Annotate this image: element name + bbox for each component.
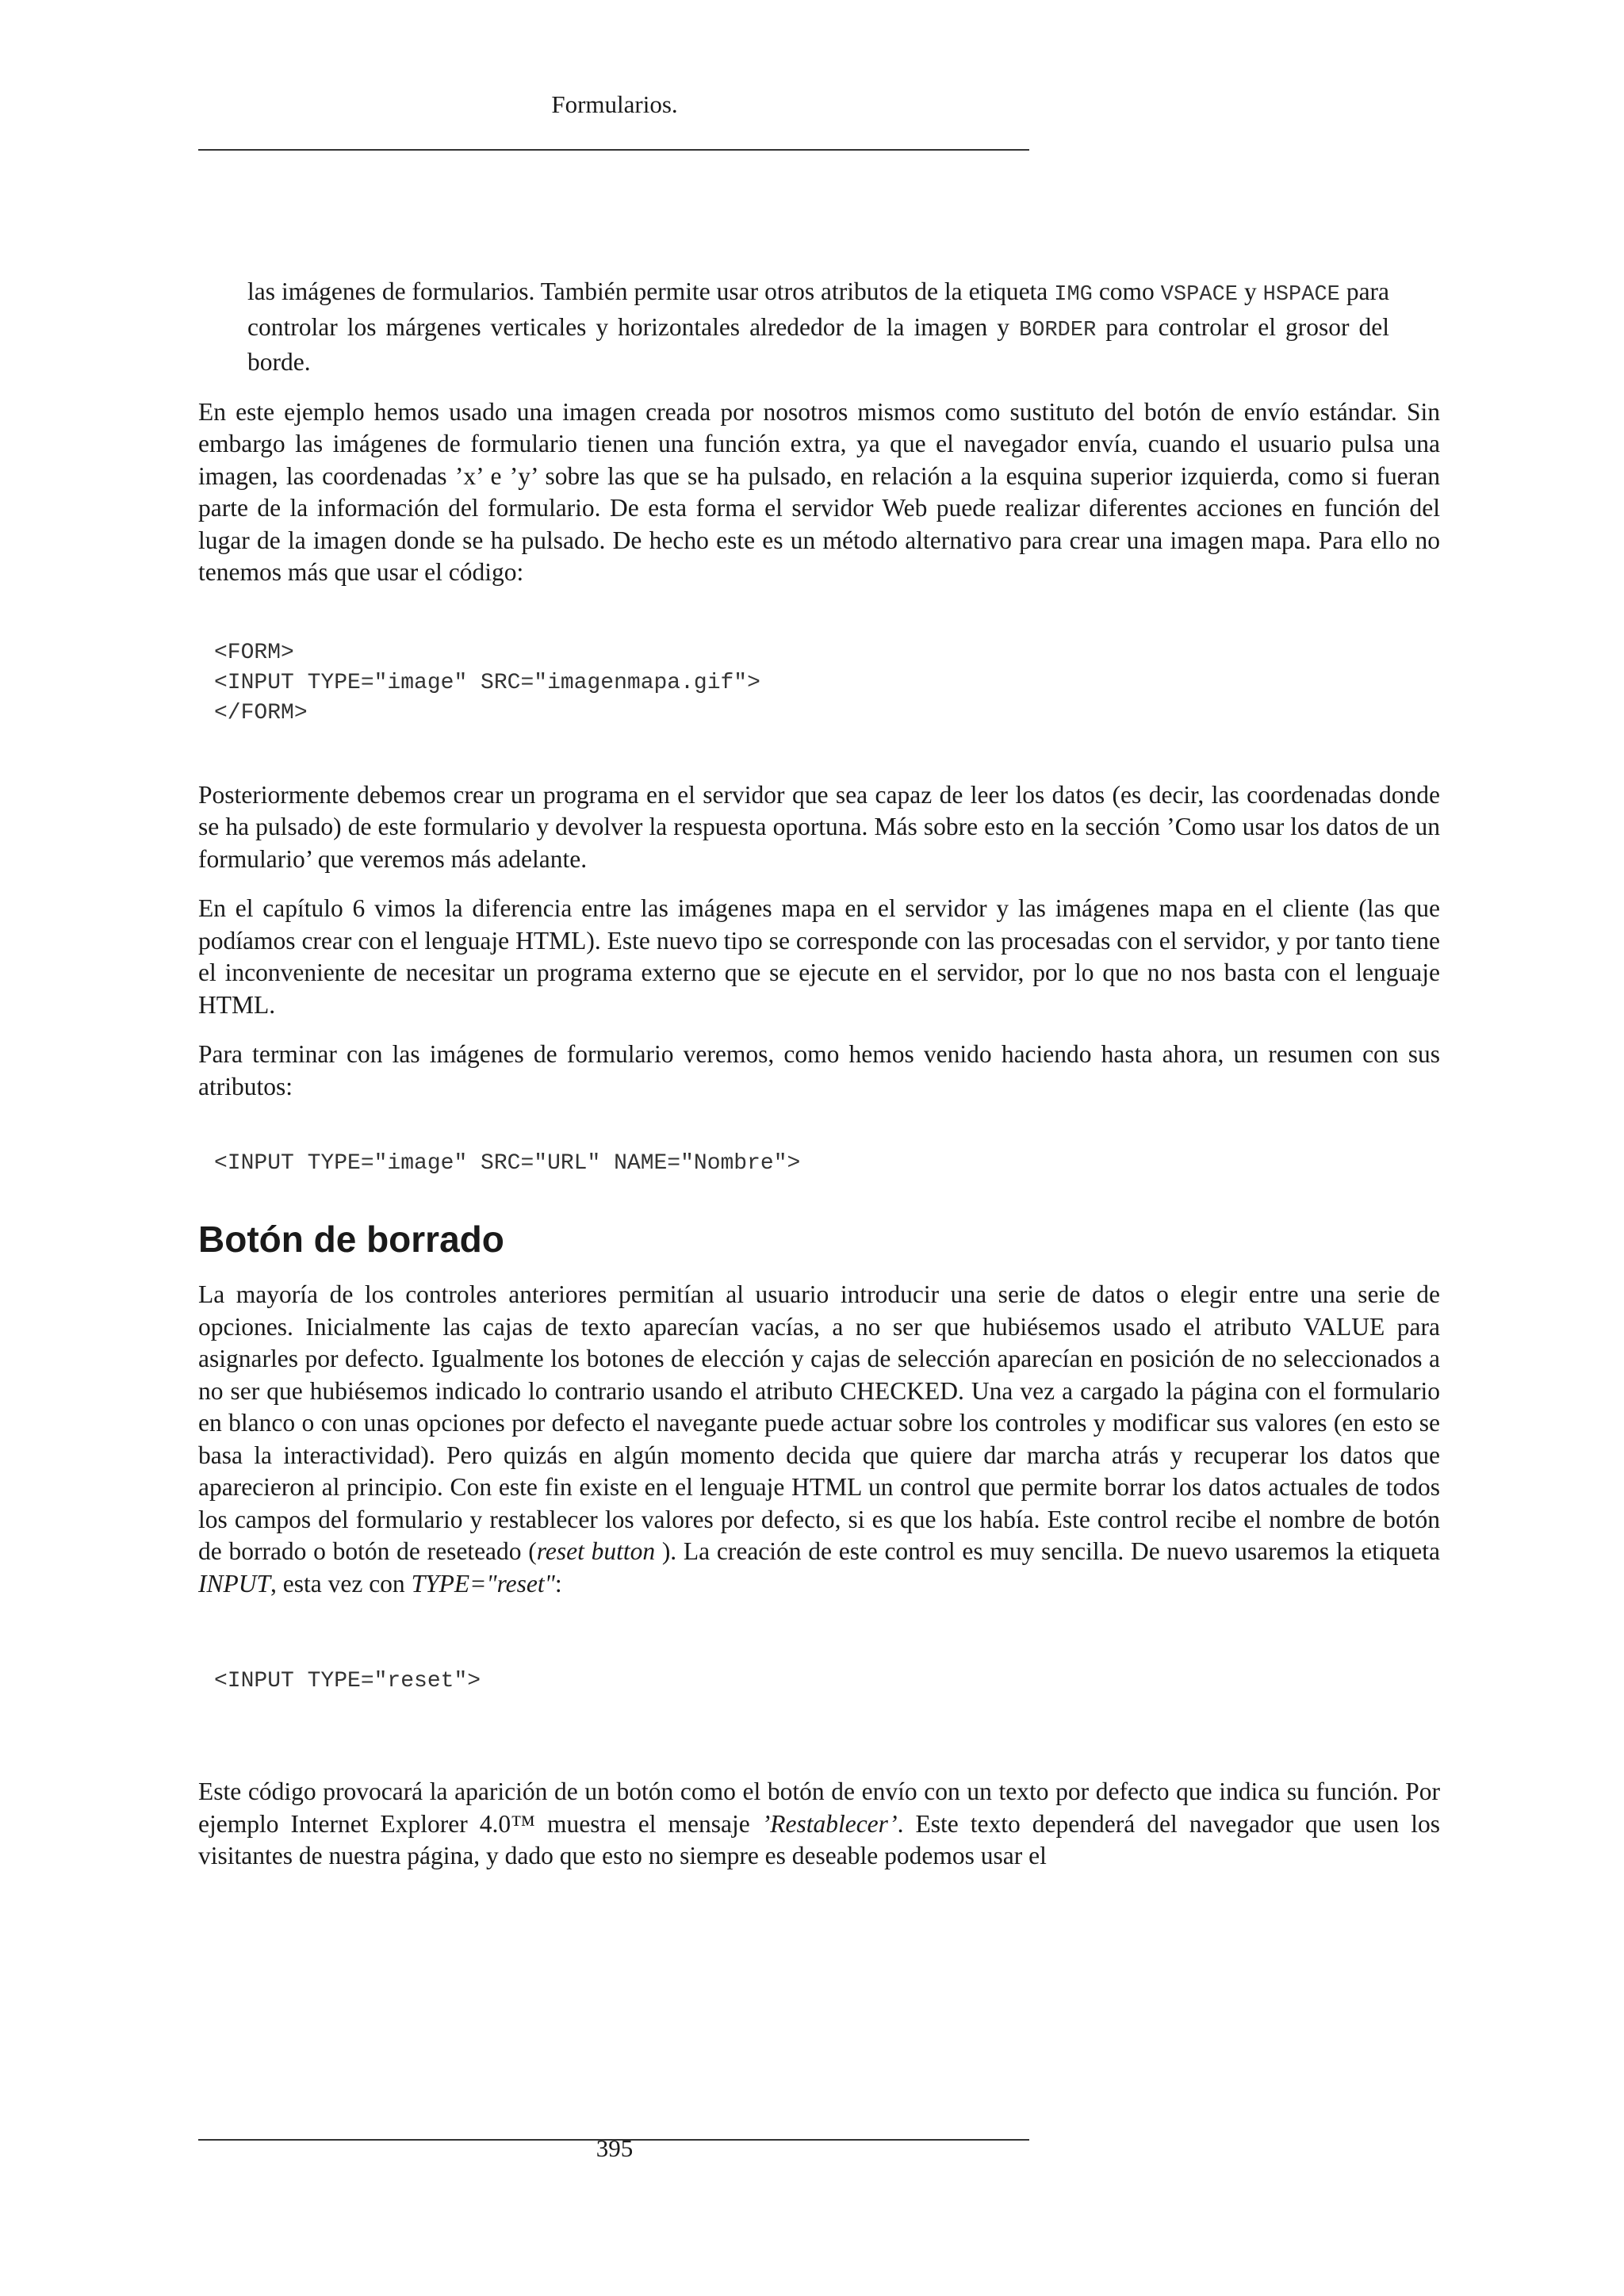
inline-code-vspace: VSPACE [1160,283,1238,307]
text-run: : [554,1569,562,1598]
text-run: y [1237,277,1263,305]
text-run: como [1092,277,1161,305]
text-run: las imágenes de formularios. También permite usar otros atributos de la etiqueta [247,277,1055,305]
page-number: 395 [596,2134,634,2162]
posterior-paragraph: Posteriormente debemos crear un programa en el servidor que sea capaz de leer los datos (es decir, las coordenadas donde se ha pulsado) de este formulario y devolver la respuesta oportuna. Más sobre esto en la sección ’Como usar los datos de un formulario’ que veremos más adelante. [198,780,1440,873]
text-run: , esta vez con [270,1569,412,1598]
section-title: Botón de borrado [198,1219,504,1260]
emphasis-type-reset: TYPE="reset" [411,1569,555,1598]
emphasis-input: INPUT [198,1569,271,1598]
emphasis-restablecer: ’Restablecer’ [761,1809,898,1838]
text-run: Este código provocará la aparición de un botón como el botón de envío con un texto por defecto que indica su función. Por ejemplo Internet Explorer 4.0™ muestra el mensaje [198,1777,1440,1838]
text-run: La mayoría de los controles anteriores permitían al usuario introducir una serie de datos o elegir entre una serie de opciones. Inicialmente las cajas de texto aparecían vacías, a no ser que hubiésemos usado el atributo VALUE para asignarles por defecto. Igualmente los botones de elección y cajas de selección aparecían en posición de no seleccionados a no ser que hubiésemos indicado lo contrario usando el atributo CHECKED. Una vez a cargado la página con el formulario en blanco o con unas opciones por defecto el navegante puede actuar sobre los controles y modificar sus valores (en esto se basa la interactividad). Pero quizás en algún momento decida que quiere dar marcha atrás y recuperar los datos que aparecieron al principio. Con este fin existe en el lenguaje HTML un control que permite borrar los datos actuales de todos los campos del formulario y restablecer los valores por defecto, si es que los había. Este control recibe el nombre de botón de borrado o botón de reseteado ( [198,1280,1440,1565]
summary-paragraph: Para terminar con las imágenes de formulario veremos, como hemos venido haciendo hasta ahora, un resumen con sus atributos: [198,1040,1440,1100]
final-paragraph [198,1776,1440,1873]
code-block-image: <INPUT TYPE="image" SRC="URL" NAME="Nombre"> [214,1151,801,1176]
code-block-form: <FORM> <INPUT TYPE="image" SRC="imagenmapa.gif"> </FORM> [214,640,760,725]
chapter-paragraph: En el capítulo 6 vimos la diferencia entre las imágenes mapa en el servidor y las imágenes mapa en el cliente (las que podíamos crear con el lenguaje HTML). Este nuevo tipo se corresponde con las procesadas con el servidor, y por tanto tiene el inconveniente de necesitar un programa externo que se ejecute en el servidor, por lo que no nos basta con el lenguaje HTML. [198,894,1440,1019]
inline-code-hspace: HSPACE [1262,283,1340,307]
emphasis-reset-button: reset button [536,1537,656,1565]
inline-code-border: BORDER [1019,318,1097,342]
text-run: ). La creación de este control es muy sencilla. De nuevo usaremos la etiqueta [655,1537,1440,1565]
intro-paragraph [247,276,1389,379]
text-run: para controlar el grosor del borde. [247,312,1389,376]
inline-code-img: IMG [1054,283,1093,307]
reset-paragraph [198,1279,1440,1600]
example-paragraph: En este ejemplo hemos usado una imagen creada por nosotros mismos como sustituto del botón de envío estándar. Sin embargo las imágenes de formulario tienen una función extra, ya que el navegador envía, cuando el usuario pulsa una imagen, las coordenadas ’x’ e ’y’ sobre las que se ha pulsado, en relación a la esquina superior izquierda, como si fueran parte de la información del formulario. De esta forma el servidor Web puede realizar diferentes acciones en función del lugar de la imagen donde se ha pulsado. De hecho este es un método alternativo para crear una imagen mapa. Para ello no tenemos más que usar el código: [198,397,1440,586]
code-block-reset: <INPUT TYPE="reset"> [214,1669,481,1693]
header-rule [198,149,1029,151]
text-run: para controlar los márgenes verticales y horizontales alrededor de la imagen y [247,277,1390,341]
page-body [198,276,1440,1873]
running-header: Formularios. [551,90,678,118]
text-run: . Este texto dependerá del navegador que usen los visitantes de nuestra página, y dado que esto no siempre es deseable podemos usar el [198,1809,1441,1869]
